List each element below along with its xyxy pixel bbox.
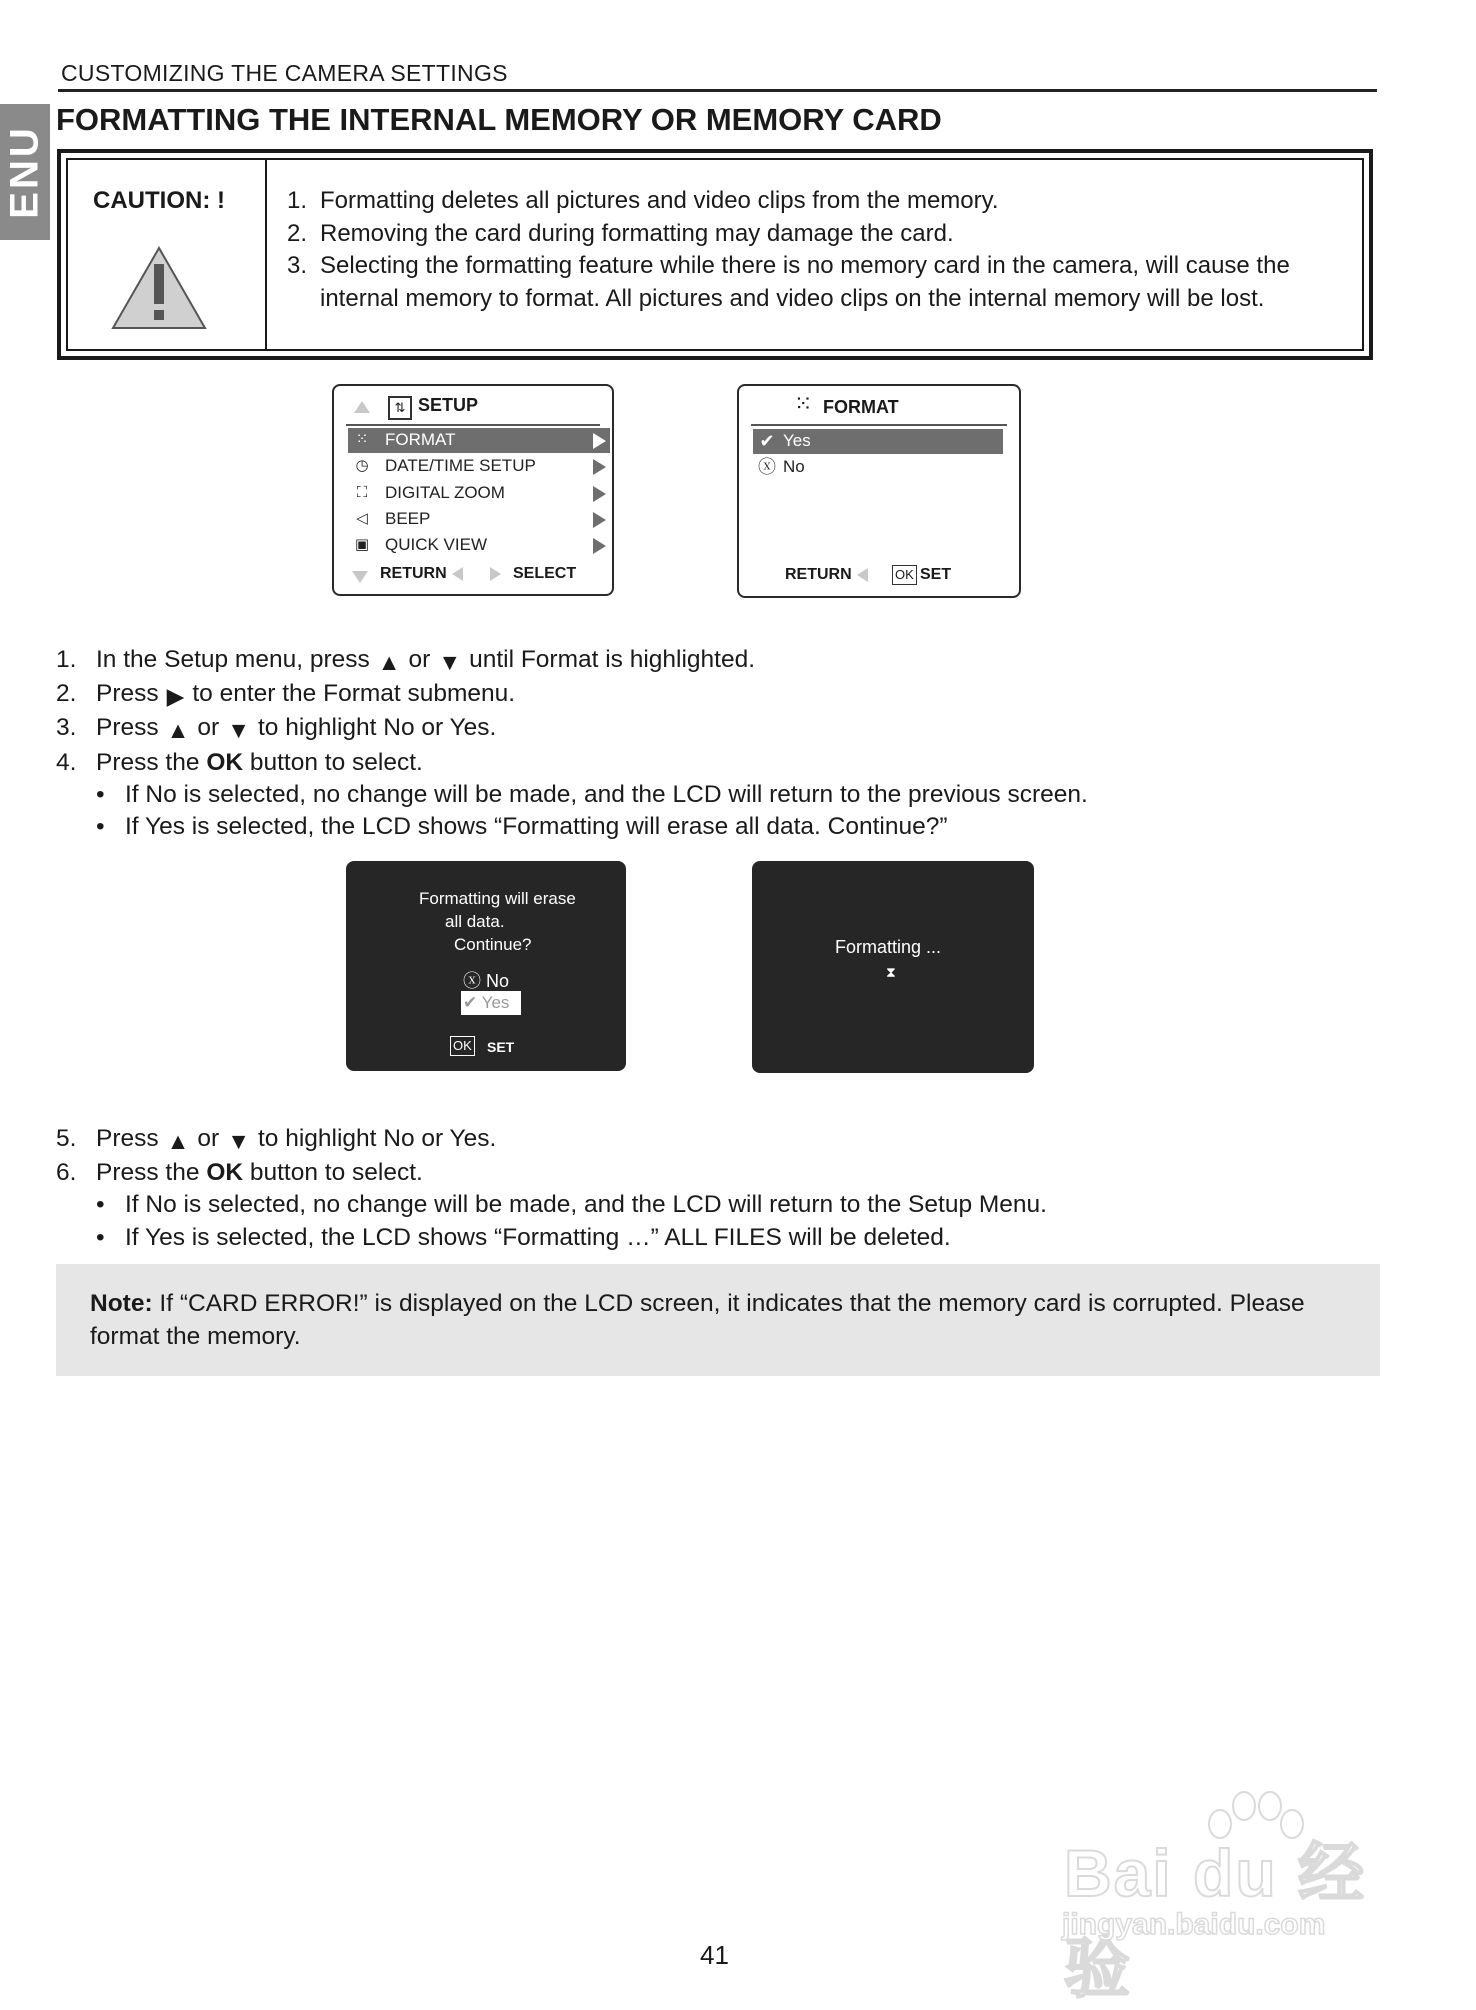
left-arrow-icon [452, 567, 463, 581]
watermark-url: jingyan.baidu.com [1062, 1908, 1326, 1941]
formatting-progress-screen [752, 861, 1034, 1073]
language-tab-label: ENU [2, 125, 47, 219]
clock-icon: ◷ [355, 457, 369, 474]
zoom-icon: ⛶ [356, 484, 368, 501]
chevron-right-icon [593, 486, 606, 502]
down-arrow-icon: ▼ [438, 649, 462, 675]
confirm-line-1: Formatting will erase [419, 889, 576, 908]
confirm-format-screen [346, 861, 626, 1071]
format-screen-title: FORMAT [823, 397, 899, 417]
select-label: SELECT [513, 565, 577, 582]
check-icon: ✔ [759, 431, 775, 451]
step-item: 1. In the Setup menu, press ▲ or ▼ until Format is highlighted. [56, 644, 1088, 678]
chevron-right-icon [593, 512, 606, 528]
step-item: 4. Press the OK button to select. [56, 748, 423, 776]
ok-button-icon: OK [892, 565, 917, 585]
header-rule [58, 89, 1377, 92]
up-arrow-icon: ▲ [166, 1128, 190, 1154]
menu-item-label: FORMAT [385, 430, 456, 449]
steps-list-b [56, 1123, 1047, 1254]
menu-item-label: BEEP [385, 509, 431, 528]
caution-label: CAUTION: ! [93, 187, 225, 214]
chevron-right-icon [593, 433, 606, 449]
menu-item-format[interactable] [348, 428, 610, 453]
step-item: 6. Press the OK button to select. [56, 1159, 423, 1187]
option-no[interactable] [753, 455, 1003, 480]
caution-divider [265, 160, 267, 349]
steps-list-a [56, 644, 1088, 843]
note-text: If “CARD ERROR!” is displayed on the LCD screen, it indicates that the memory card is corrupted. Please format the memory. [90, 1290, 1305, 1350]
right-arrow-icon [490, 567, 501, 581]
chevron-right-icon [593, 538, 606, 554]
option-no[interactable] [463, 967, 509, 993]
confirm-line-2: all data. [445, 912, 505, 931]
check-icon: ✔ [463, 993, 478, 1012]
option-label: No [783, 457, 805, 476]
up-arrow-icon: ▲ [377, 649, 401, 675]
format-menu-screen [737, 384, 1021, 598]
baidu-watermark [1060, 1790, 1410, 2005]
step-bullet: • If No is selected, no change will be made, and the LCD will return to the previous screen. [96, 780, 1088, 808]
step-bullet: • If Yes is selected, the LCD shows “Formatting …” ALL FILES will be deleted. [96, 1223, 951, 1251]
chevron-right-icon [593, 459, 606, 475]
option-yes[interactable] [753, 429, 1003, 454]
return-label: RETURN [380, 565, 447, 582]
speaker-icon: ◁ [356, 510, 368, 527]
format-grid-icon: ⁙ [355, 431, 369, 448]
caution-item: 2. Removing the card during formatting may damage the card. [287, 219, 954, 247]
cancel-circle-icon: ⓧ [463, 971, 481, 991]
language-tab [0, 104, 50, 240]
section-label: CUSTOMIZING THE CAMERA SETTINGS [61, 60, 508, 86]
page-number: 41 [700, 1940, 729, 1970]
option-yes[interactable] [461, 991, 521, 1015]
caution-list [287, 185, 1347, 315]
formatting-text: Formatting ... [835, 937, 942, 957]
left-arrow-icon [857, 568, 868, 582]
menu-item-date-time[interactable] [348, 454, 610, 479]
caution-item: 1. Formatting deletes all pictures and video clips from the memory. [287, 187, 999, 214]
down-arrow-icon: ▼ [227, 717, 250, 744]
down-arrow-icon: ▼ [227, 1128, 250, 1154]
title-rule [751, 424, 1007, 426]
menu-item-beep[interactable] [348, 507, 610, 532]
menu-item-label: QUICK VIEW [385, 535, 488, 554]
down-arrow-icon [352, 571, 368, 583]
step-item: 2. Press ▶ to enter the Format submenu. [56, 678, 1088, 712]
setup-icon: ⇅ [388, 396, 412, 420]
return-label: RETURN [785, 566, 852, 583]
hourglass-icon: ⧗ [886, 964, 896, 980]
warning-triangle-icon [111, 246, 207, 330]
format-grid-icon: ⁙ [794, 391, 813, 416]
note-label: Note: [90, 1290, 153, 1317]
step-bullet: • If Yes is selected, the LCD shows “Formatting will erase all data. Continue?” [96, 813, 948, 841]
menu-item-quick-view[interactable] [348, 533, 610, 558]
cancel-circle-icon: ⓧ [758, 457, 776, 477]
ok-button-icon: OK [450, 1036, 475, 1056]
up-arrow-icon [354, 401, 370, 413]
quick-view-icon: ▣ [354, 536, 370, 553]
title-rule [346, 424, 600, 426]
menu-item-digital-zoom[interactable] [348, 481, 610, 506]
note-box [56, 1264, 1380, 1376]
step-bullet: • If No is selected, no change will be made, and the LCD will return to the Setup Menu. [96, 1191, 1047, 1219]
right-arrow-icon: ▶ [166, 683, 185, 710]
caution-box [57, 149, 1373, 360]
up-arrow-icon: ▲ [166, 717, 190, 744]
option-label: No [486, 971, 510, 991]
watermark-brand: Bai du 经验 [1064, 1836, 1367, 2005]
menu-item-label: DIGITAL ZOOM [385, 483, 505, 502]
page-title: FORMATTING THE INTERNAL MEMORY OR MEMORY CARD [56, 102, 942, 137]
option-label: Yes [783, 431, 811, 450]
set-label: SET [487, 1039, 515, 1055]
option-label: Yes [481, 993, 510, 1012]
set-label: SET [920, 566, 952, 583]
confirm-line-3: Continue? [454, 935, 532, 954]
setup-screen-title: SETUP [418, 395, 479, 415]
step-item: 5. Press ▲ or ▼ to highlight No or Yes. [56, 1123, 1047, 1157]
step-item: 3. Press ▲ or ▼ to highlight No or Yes. [56, 712, 1088, 746]
caution-item: 3. Selecting the formatting feature while there is no memory card in the camera, will cause the internal memory to format. All pictures and video clips on the internal memory will be lost. [287, 252, 1290, 312]
setup-menu-screen [332, 384, 614, 596]
menu-item-label: DATE/TIME SETUP [385, 456, 536, 475]
